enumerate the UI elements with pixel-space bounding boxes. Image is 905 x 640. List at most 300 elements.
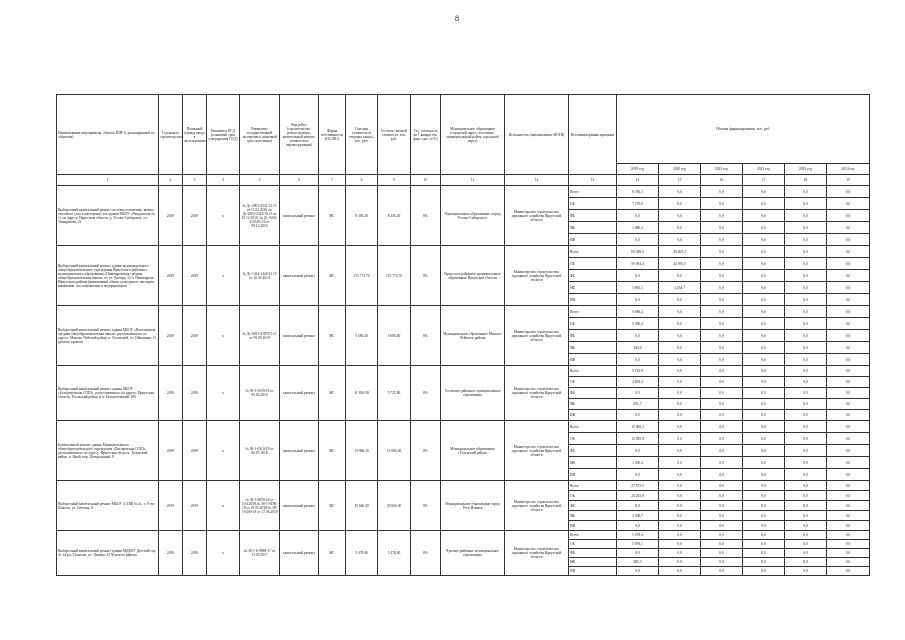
funding-value: 0,0 (659, 388, 701, 399)
funding-value: 0,0 (743, 318, 785, 330)
funding-value: 0,0 (659, 421, 701, 433)
cell-mo: Иркутское районное муниципальное образование Иркутской области (441, 246, 505, 306)
funding-value: 0,0 (743, 540, 785, 549)
funding-value: 0,0 (827, 354, 870, 366)
funding-value: 0,0 (659, 186, 701, 198)
funding-value: 0,0 (701, 186, 743, 198)
funding-value: 0,0 (827, 410, 870, 421)
funding-value: 0,0 (743, 306, 785, 318)
funding-value: 0,0 (785, 388, 827, 399)
cell-cost: 11 836,90 (346, 366, 378, 421)
cell-name: Выборочный капитальный ремонт здания МДКОУ Детский сад № 14 р.п. Полотне, ул. Ленина, 23 Чунского района (57, 531, 159, 576)
cell-form: МС (319, 421, 346, 481)
funding-value: 0,0 (827, 246, 870, 258)
funding-value: 0,0 (785, 469, 827, 481)
funding-value: 0,0 (743, 198, 785, 210)
funding-value: 0,0 (617, 410, 659, 421)
funding-value: 0,0 (743, 469, 785, 481)
funding-source: ОБ (569, 198, 617, 210)
funding-value: 24 263,8 (617, 491, 659, 501)
funding-value: 0,0 (659, 558, 701, 567)
cell-exec: Министерство строительства, дорожного хозяйства Иркутской области (505, 481, 569, 531)
funding-value: 15 006,3 (617, 421, 659, 433)
funding-value: 0,0 (743, 511, 785, 521)
funding-value: 0,0 (785, 433, 827, 445)
funding-value: 0,0 (785, 306, 827, 318)
funding-value: 0,0 (659, 354, 701, 366)
table-row (57, 186, 870, 198)
funding-value: 0,0 (827, 366, 870, 377)
column-number: 8 (346, 175, 378, 186)
column-header: Муниципальное образование (городской округ, поселение, муниципальный район, городской округ) (441, 95, 505, 175)
cell-end: 2019 (183, 421, 207, 481)
column-number: 16 (701, 175, 743, 186)
column-number: 17 (743, 175, 785, 186)
funding-value: 0,0 (701, 540, 743, 549)
funding-value: 0,0 (743, 421, 785, 433)
funding-value: 5 093,1 (617, 540, 659, 549)
funding-value: 27 572,5 (617, 481, 659, 491)
cell-remain: 29 666,30 (378, 481, 411, 531)
column-header: Сметная стоимость (в текущих ценах), тыс. руб. (346, 95, 378, 175)
funding-value: 0,0 (659, 198, 701, 210)
cell-expertise: № Дс-2901-2541/12.15 от 11.02.2016 ,№ Дс-2902-2542/16.15 от 18.12.2018 ,№ Дс-9202-1103/05.16 от 09.12.2016 (240, 186, 280, 246)
funding-value: 0,0 (659, 445, 701, 457)
funding-value: 0,0 (701, 457, 743, 469)
funding-value: 0,0 (827, 270, 870, 282)
funding-value: 0,0 (659, 294, 701, 306)
funding-value: 0,0 (659, 377, 701, 388)
funding-value: 0,0 (701, 531, 743, 540)
funding-source: ОБ (569, 258, 617, 270)
column-number: 18 (785, 175, 827, 186)
funding-value: 0,0 (617, 234, 659, 246)
funding-source: МБ (569, 399, 617, 410)
table-row (57, 481, 870, 491)
funding-value: 0,0 (827, 330, 870, 342)
funding-value: 0,0 (743, 549, 785, 558)
cell-end: 2019 (183, 481, 207, 531)
funding-value: 0,0 (659, 540, 701, 549)
funding-source: ИИ (569, 234, 617, 246)
funding-value: 5 396,4 (617, 318, 659, 330)
funding-value: 0,0 (785, 258, 827, 270)
cell-start: 2019 (159, 421, 183, 481)
cell-name: Выборочный капитальный ремонт здания муниципального общеобразовательного учреждения Иркутского районного муниципального образования «Пивоваровская средняя общеобразовательная школа» по ул. Днепра, 15 п. Пивоварова Иркутского района (выявленный объект культурного наследия, выявление, восстановление и модернизация) (57, 246, 159, 306)
funding-source: Всего (569, 246, 617, 258)
column-header: Объемы финансирования, тыс. руб. (617, 95, 870, 164)
funding-source: ИИ (569, 521, 617, 531)
cell-expertise: № Дс-0281-0287/01.13 от 09.09.2019 (240, 306, 280, 366)
column-number: 10 (411, 175, 441, 186)
funding-value: 0,0 (743, 399, 785, 410)
funding-value: 0,0 (617, 567, 659, 576)
column-header: Наименование мероприятия, объекта ПИР (с расшифровкой по объектам) (57, 95, 159, 175)
cell-exec: Министерство строительства, дорожного хозяйства Иркутской области (505, 186, 569, 246)
column-number: 14 (617, 175, 659, 186)
funding-value: 0,0 (659, 511, 701, 521)
page-number: 8 (455, 14, 459, 23)
funding-value: 0,0 (827, 421, 870, 433)
funding-value: 0,0 (659, 457, 701, 469)
funding-value: 0,0 (827, 481, 870, 491)
funding-value: 284,0 (617, 342, 659, 354)
funding-value: 0,0 (785, 294, 827, 306)
funding-value: 0,0 (659, 330, 701, 342)
funding-source: Всего (569, 531, 617, 540)
funding-source: ФБ (569, 270, 617, 282)
funding-value: 0,0 (743, 210, 785, 222)
funding-value: 0,0 (827, 198, 870, 210)
funding-value: 0,0 (659, 531, 701, 540)
funding-source: МБ (569, 457, 617, 469)
funding-value: 0,0 (701, 433, 743, 445)
funding-value: 4 454,7 (659, 282, 701, 294)
funding-value: 0,0 (743, 258, 785, 270)
funding-source: МБ (569, 558, 617, 567)
cell-exec: Министерство строительства, дорожного хозяйства Иркутской области (505, 246, 569, 306)
funding-value: 0,0 (827, 531, 870, 540)
funding-value: 0,0 (617, 501, 659, 511)
funding-value: 0,0 (659, 306, 701, 318)
funding-source: ОБ (569, 318, 617, 330)
cell-form: МС (319, 186, 346, 246)
funding-value: 0,0 (617, 354, 659, 366)
funding-value: 0,0 (743, 246, 785, 258)
funding-value: 831,7 (617, 399, 659, 410)
column-header: Форма собственности (ОС/МС) (319, 95, 346, 175)
funding-source: Всего (569, 306, 617, 318)
funding-value: 0,0 (743, 330, 785, 342)
funding-value: 0,0 (785, 282, 827, 294)
column-number: 7 (319, 175, 346, 186)
funding-value: 0,0 (743, 501, 785, 511)
column-header: Тех. готовность на 1 января тек. фин. года, (в %) (411, 95, 441, 175)
funding-source: Всего (569, 481, 617, 491)
cell-work: капитальный ремонт (280, 366, 319, 421)
cell-psd: х (207, 481, 240, 531)
funding-source: ФБ (569, 330, 617, 342)
funding-value: 0,0 (827, 186, 870, 198)
funding-value: 0,0 (659, 318, 701, 330)
year-header: 2023 год (785, 164, 827, 175)
funding-value: 0,0 (827, 222, 870, 234)
funding-source: МБ (569, 511, 617, 521)
funding-value: 0,0 (785, 481, 827, 491)
funding-value: 0,0 (827, 294, 870, 306)
cell-exec: Министерство строительства, дорожного хозяйства Иркутской области (505, 531, 569, 576)
cell-start: 2019 (159, 246, 183, 306)
funding-value: 0,0 (617, 388, 659, 399)
funding-value: 0,0 (743, 521, 785, 531)
funding-source: МБ (569, 222, 617, 234)
funding-value: 0,0 (701, 377, 743, 388)
funding-source: ИИ (569, 469, 617, 481)
funding-value: 0,0 (701, 306, 743, 318)
funding-value: 0,0 (743, 531, 785, 540)
cell-psd: х (207, 366, 240, 421)
cell-ready: 0% (411, 366, 441, 421)
funding-value: 0,0 (743, 282, 785, 294)
funding-value: 0,0 (785, 210, 827, 222)
funding-value: 0,0 (827, 457, 870, 469)
cell-end: 2019 (183, 186, 207, 246)
cell-work: капитальный ремонт (280, 246, 319, 306)
funding-value: 0,0 (701, 501, 743, 511)
funding-value: 0,0 (659, 433, 701, 445)
cell-name: Выборочный капитальный ремонт системы отопления, замена теплового узла в мастерских и в здании МБОУ «Уяндинская № 1» по адресу: Иркутская область, р. Усолье-Сибирское, ул. Тимирязева, 21 (57, 186, 159, 246)
cell-start: 2019 (159, 481, 183, 531)
funding-value: 0,0 (701, 445, 743, 457)
funding-value: 0,0 (785, 421, 827, 433)
funding-value: 0,0 (785, 457, 827, 469)
cell-exec: Министерство строительства, дорожного хозяйства Иркутской области (505, 421, 569, 481)
funding-value: 0,0 (701, 270, 743, 282)
funding-value: 1 086,3 (617, 222, 659, 234)
column-number: 4 (207, 175, 240, 186)
funding-value: 0,0 (659, 481, 701, 491)
funding-value: 0,0 (701, 421, 743, 433)
cell-ready: 0% (411, 421, 441, 481)
funding-value: 0,0 (659, 234, 701, 246)
cell-psd: х (207, 246, 240, 306)
funding-value: 0,0 (743, 410, 785, 421)
funding-value: 0,0 (617, 330, 659, 342)
cell-cost: 15 006,30 (346, 421, 378, 481)
funding-value: 0,0 (701, 481, 743, 491)
column-header: Исполнитель (наименование ИОГВ) (505, 95, 569, 175)
funding-value: 0,0 (701, 222, 743, 234)
cell-exec: Министерство строительства, дорожного хозяйства Иркутской области (505, 306, 569, 366)
column-header: Остаток сметной стоимости, тыс. руб. (378, 95, 411, 175)
funding-source: МБ (569, 342, 617, 354)
funding-value: 0,0 (827, 399, 870, 410)
funding-value: 7 270,0 (617, 198, 659, 210)
funding-value: 0,0 (659, 342, 701, 354)
cell-name: Выборочный капитальный ремонт МБОУ «СОШ № 2», г. Усть-Илимск, ул. Светлая, 8 (57, 481, 159, 531)
funding-value: 0,0 (785, 186, 827, 198)
funding-value: 0,0 (743, 433, 785, 445)
cell-work: капитальный ремонт (280, 186, 319, 246)
column-header: Плановый период ввода в эксплуатацию (183, 95, 207, 175)
column-header: Источники финансирования (569, 95, 617, 175)
funding-value: 0,0 (785, 531, 827, 540)
cell-mo: Муниципальное образование Мамско-Чуйского района (441, 306, 505, 366)
funding-value: 0,0 (659, 366, 701, 377)
funding-value: 0,0 (617, 469, 659, 481)
funding-source: Всего (569, 421, 617, 433)
cell-ready: 0% (411, 481, 441, 531)
funding-value: 0,0 (827, 445, 870, 457)
table-row (57, 421, 870, 433)
funding-value: 0,0 (659, 222, 701, 234)
funding-value: 0,0 (701, 210, 743, 222)
funding-value: 0,0 (785, 511, 827, 521)
cell-remain: 5 680,40 (378, 306, 411, 366)
funding-value: 1 050,4 (617, 457, 659, 469)
cell-work: капитальный ремонт (280, 421, 319, 481)
funding-value: 5 478,4 (617, 531, 659, 540)
cell-ready: 0% (411, 531, 441, 576)
funding-value: 0,0 (659, 491, 701, 501)
funding-value: 0,0 (617, 210, 659, 222)
funding-value: 0,0 (785, 342, 827, 354)
year-header: 2022 год (743, 164, 785, 175)
column-header: Реквизиты государственной экспертизы (плановый срок получения) (240, 95, 280, 175)
funding-value: 0,0 (785, 491, 827, 501)
year-header: 2024 год (827, 164, 870, 175)
funding-value: 0,0 (617, 521, 659, 531)
cell-cost: 5 680,40 (346, 306, 378, 366)
funding-value: 13 955,9 (617, 433, 659, 445)
funding-value: 49 405,2 (659, 246, 701, 258)
column-number: 12 (505, 175, 569, 186)
column-number: 9 (378, 175, 411, 186)
column-number: 3 (183, 175, 207, 186)
funding-value: 0,0 (827, 540, 870, 549)
cell-psd: х (207, 306, 240, 366)
funding-value: 0,0 (743, 354, 785, 366)
funding-source: ФБ (569, 445, 617, 457)
funding-value: 0,0 (827, 558, 870, 567)
cell-expertise: № 38-1-0310-18 от 06.07.2018 (240, 421, 280, 481)
column-header: Вид работ (строительство, реконструкция, капитальный ремонт, техническое перевооружение) (280, 95, 319, 175)
cell-mo: Муниципальное образование «город Усолье-Сибирское» (441, 186, 505, 246)
funding-value: 385,3 (617, 558, 659, 567)
cell-remain: 5 478,40 (378, 531, 411, 576)
financing-table (56, 94, 870, 576)
funding-value: 0,0 (659, 270, 701, 282)
column-number: 13 (569, 175, 617, 186)
cell-remain: 5 725,90 (378, 366, 411, 421)
cell-start: 2019 (159, 306, 183, 366)
cell-name: Выборочный капитальный ремонт здания МБОУ «Наталинская средняя общеобразовательная школа» расположенного по адресу: Мамско-Чуйский район, п. Луговский, ул. Школьная, 13 (ремонт кровли) (57, 306, 159, 366)
funding-value: 0,0 (743, 234, 785, 246)
funding-value: 3 308,7 (617, 511, 659, 521)
funding-source: ИИ (569, 354, 617, 366)
funding-value: 0,0 (785, 198, 827, 210)
funding-source: ФБ (569, 549, 617, 558)
funding-value: 5 865,1 (617, 282, 659, 294)
funding-value: 5 680,4 (617, 306, 659, 318)
funding-value: 0,0 (701, 388, 743, 399)
cell-cost: 5 478,40 (346, 531, 378, 576)
funding-value: 0,0 (701, 198, 743, 210)
funding-value: 0,0 (827, 306, 870, 318)
funding-value: 5 725,9 (617, 366, 659, 377)
funding-value: 0,0 (701, 246, 743, 258)
funding-value: 0,0 (785, 318, 827, 330)
funding-value: 0,0 (827, 377, 870, 388)
cell-psd: х (207, 531, 240, 576)
cell-name: Выборочный капитальный ремонт здания МБОУ «Белореченская СОШ», расположенного по адресу: Иркутская область, Усольский район, р.п. Белореченский, 106 (57, 366, 159, 421)
cell-mo: Муниципальное образование «Тулунский район» (441, 421, 505, 481)
funding-value: 0,0 (659, 210, 701, 222)
year-header: 2020 год (659, 164, 701, 175)
cell-start: 2019 (159, 186, 183, 246)
cell-end: 2019 (183, 306, 207, 366)
funding-source: Всего (569, 366, 617, 377)
column-number: 5 (240, 175, 280, 186)
year-header: 2021 год (701, 164, 743, 175)
cell-name: Капитальный ремонт здания Муниципального общеобразовательного учреждения «Писаревская СОШ», расположенного по адресу: Иркутская область, Тулунский район, п. Иней, пер. Центральный, 9 (57, 421, 159, 481)
funding-value: 0,0 (659, 567, 701, 576)
funding-value: 0,0 (659, 549, 701, 558)
funding-value: 0,0 (827, 258, 870, 270)
table-row (57, 246, 870, 258)
funding-value: 0,0 (743, 270, 785, 282)
funding-source: ФБ (569, 388, 617, 399)
cell-ready: 0% (411, 306, 441, 366)
funding-value: 0,0 (701, 354, 743, 366)
funding-source: ОБ (569, 540, 617, 549)
funding-value: 0,0 (785, 445, 827, 457)
cell-start: 2019 (159, 366, 183, 421)
funding-source: ОБ (569, 433, 617, 445)
column-header: Год начала строительства (159, 95, 183, 175)
funding-value: 0,0 (701, 549, 743, 558)
funding-value: 0,0 (785, 377, 827, 388)
column-number: 2 (159, 175, 183, 186)
funding-value: 59 504,4 (617, 258, 659, 270)
funding-value: 0,0 (701, 567, 743, 576)
funding-value: 0,0 (743, 366, 785, 377)
funding-source: ИИ (569, 410, 617, 421)
funding-value: 0,0 (743, 377, 785, 388)
cell-work: капитальный ремонт (280, 531, 319, 576)
cell-expertise: № 38-1-6-0098-17 от 13.09.2017 (240, 531, 280, 576)
table-row (57, 366, 870, 377)
funding-value: 0,0 (827, 469, 870, 481)
funding-value: 0,0 (701, 366, 743, 377)
funding-value: 0,0 (701, 521, 743, 531)
cell-remain: 115 774,70 (378, 246, 411, 306)
funding-value: 0,0 (701, 294, 743, 306)
funding-value: 0,0 (743, 388, 785, 399)
funding-value: 8 356,3 (617, 186, 659, 198)
funding-source: ОБ (569, 377, 617, 388)
cell-end: 2019 (183, 246, 207, 306)
funding-value: 0,0 (659, 399, 701, 410)
funding-value: 0,0 (827, 318, 870, 330)
funding-value: 0,0 (701, 234, 743, 246)
funding-value: 0,0 (827, 210, 870, 222)
funding-value: 65 369,5 (617, 246, 659, 258)
cell-cost: 115 774,70 (346, 246, 378, 306)
cell-mo: Усольское районное муниципальное образование (441, 366, 505, 421)
funding-value: 0,0 (617, 445, 659, 457)
cell-work: капитальный ремонт (280, 306, 319, 366)
funding-value: 0,0 (785, 501, 827, 511)
cell-expertise: № Дс-1424-1424/11.15 от 16.04.2014 (240, 246, 280, 306)
funding-source: Всего (569, 186, 617, 198)
funding-value: 0,0 (827, 491, 870, 501)
funding-value: 0,0 (701, 410, 743, 421)
cell-form: МС (319, 531, 346, 576)
funding-value: 0,0 (659, 501, 701, 511)
funding-source: ИИ (569, 567, 617, 576)
cell-mo: Чунское районное муниципальное образование (441, 531, 505, 576)
cell-cost: 29 666,30 (346, 481, 378, 531)
column-header: Реквизиты ПСД (плановый срок утверждения ПСД) (207, 95, 240, 175)
funding-value: 0,0 (701, 469, 743, 481)
cell-work: капитальный ремонт (280, 481, 319, 531)
funding-value: 0,0 (701, 318, 743, 330)
funding-value: 0,0 (827, 282, 870, 294)
cell-psd: х (207, 421, 240, 481)
funding-value: 0,0 (701, 342, 743, 354)
funding-value: 0,0 (659, 410, 701, 421)
